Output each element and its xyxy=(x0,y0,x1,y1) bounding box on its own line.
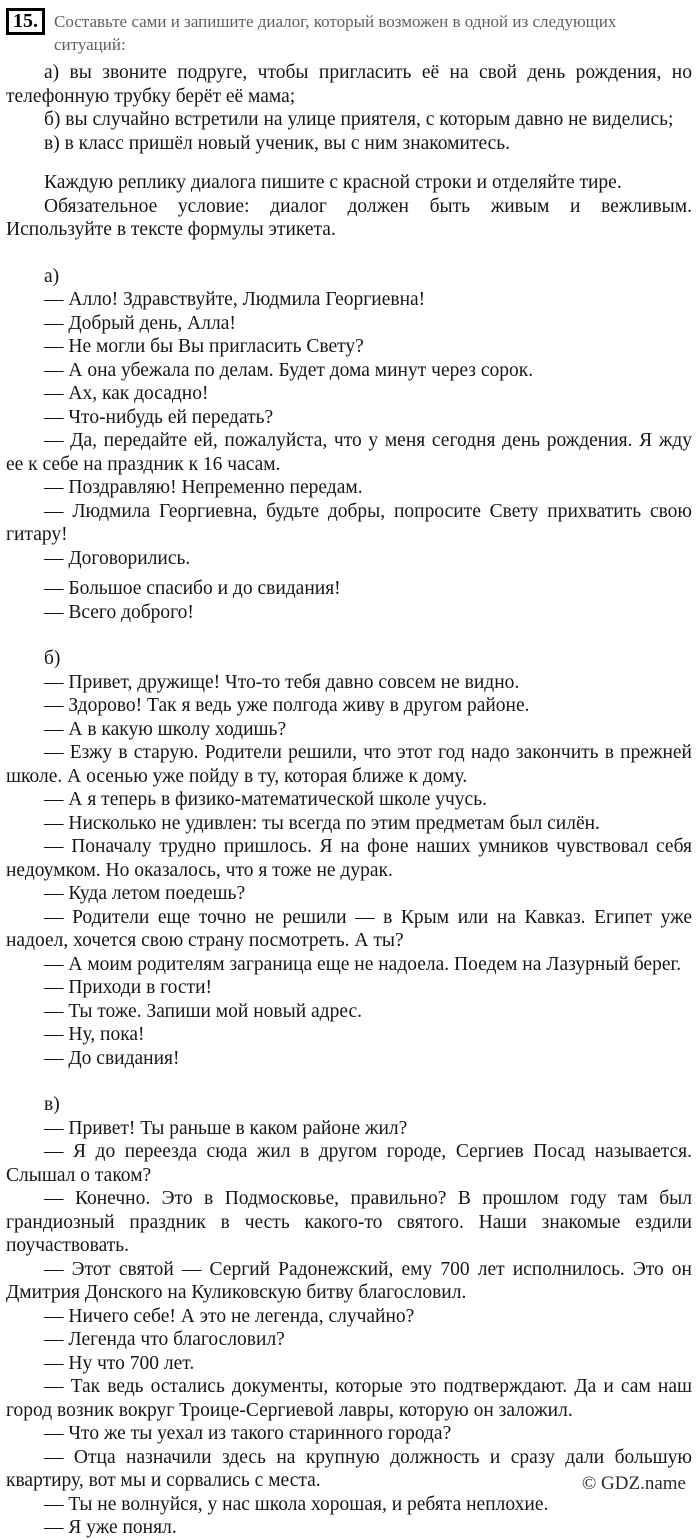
situation-item: б) вы случайно встретили на улице приятеля, с которым давно не виделись; xyxy=(44,109,674,130)
dialog-line: — Так ведь остались документы, которые это подтверждают. Да и сам наш город возник вокруг Троице-Сергиевой лавры, которую он заложил. xyxy=(6,1376,692,1421)
dialog-section-b xyxy=(6,647,692,1070)
dialog-line: — Ну что 700 лет. xyxy=(44,1352,195,1374)
dialog-line: — Поздравляю! Непременно передам. xyxy=(44,477,363,498)
dialog-line: — Не могли бы Вы пригласить Свету? xyxy=(44,336,364,357)
situation-item: а) вы звоните подруге, чтобы пригласить её на свой день рождения, но телефонную трубку берёт её мама; xyxy=(6,62,692,107)
dialog-line: — Добрый день, Алла! xyxy=(44,312,236,334)
dialog-line: — Здорово! Так я ведь уже полгода живу в другом районе. xyxy=(44,695,530,716)
dialog-line: — Ну, пока! xyxy=(44,1024,145,1045)
dialog-line: — Договорились. xyxy=(44,547,191,569)
dialog-line: — Привет, дружище! Что-то тебя давно совсем не видно. xyxy=(44,671,520,693)
task-instruction: Составьте сами и запишите диалог, который возможен в одной из следующих ситуаций: xyxy=(54,12,617,54)
dialog-line: — Легенда что благословил? xyxy=(44,1329,285,1350)
dialog-line: — Отца назначили здесь на крупную должность и сразу дали большую квартиру, вот мы и сорвались с места. xyxy=(6,1446,692,1491)
dialog-line: — Алло! Здравствуйте, Людмила Георгиевна! xyxy=(44,289,426,310)
dialog-lines-a xyxy=(6,288,692,624)
situation-item: в) в класс пришёл новый ученик, вы с ним знакомитесь. xyxy=(44,132,511,154)
task-header xyxy=(6,8,692,56)
dialog-line: — До свидания! xyxy=(44,1047,180,1069)
dialog-line: — Ты тоже. Запиши мой новый адрес. xyxy=(44,1000,363,1022)
dialog-line: — А в какую школу ходишь? xyxy=(44,718,287,740)
dialog-lines-b xyxy=(6,671,692,1071)
dialog-line: — Конечно. Это в Подмосковье, правильно? В прошлом году там был грандиозный праздник в честь какого-то святого. Наши знакомые ездили поучаствовать. xyxy=(6,1188,692,1256)
dialog-line: — Большое спасибо и до свидания! xyxy=(44,578,341,599)
dialog-label-a: а) xyxy=(44,265,60,287)
dialog-line: — Что же ты уехал из такого старинного города? xyxy=(44,1423,452,1444)
dialog-line: — Да, передайте ей, пожалуйста, что у меня сегодня день рождения. Я жду ее к себе на праздник к 16 часам. xyxy=(6,430,692,475)
dialog-label-v: в) xyxy=(44,1094,60,1115)
dialog-line: — Ах, как досадно! xyxy=(44,383,209,404)
dialog-line: — Людмила Георгиевна, будьте добры, попросите Свету прихватить свою гитару! xyxy=(6,500,692,545)
task-notes xyxy=(6,171,692,242)
dialog-line: — А я теперь в физико-математической школе учусь. xyxy=(44,789,487,810)
note-item: Обязательное условие: диалог должен быть живым и вежливым. Используйте в тексте формулы этикета. xyxy=(6,195,692,240)
dialog-line: — Родители еще точно не решили — в Крым или на Кавказ. Египет уже надоел, хочется свою страну посмотреть. А ты? xyxy=(6,906,692,951)
dialog-line: — Я уже понял. xyxy=(44,1517,177,1538)
dialog-line: — Ничего себе! А это не легенда, случайно? xyxy=(44,1305,415,1327)
dialog-line: — Поначалу трудно пришлось. Я на фоне наших умников чувствовал себя недоумком. Но оказалось, что я тоже не дурак. xyxy=(6,836,692,881)
situations-list xyxy=(6,61,692,155)
dialog-line: — Ты не волнуйся, у нас школа хорошая, и ребята неплохие. xyxy=(44,1493,549,1515)
dialog-line: — Езжу в старую. Родители решили, что этот год надо закончить в прежней школе. А осенью уже пойду в ту, которая ближе к дому. xyxy=(6,742,692,787)
dialog-section-a xyxy=(6,265,692,625)
dialog-line: — Привет! Ты раньше в каком районе жил? xyxy=(44,1117,408,1139)
dialog-label-b: б) xyxy=(44,648,61,669)
task-number-badge: 15. xyxy=(6,8,45,35)
note-item: Каждую реплику диалога пишите с красной строки и отделяйте тире. xyxy=(44,172,622,193)
dialog-line: — А она убежала по делам. Будет дома минут через сорок. xyxy=(44,359,534,381)
dialog-line: — Приходи в гости! xyxy=(44,977,213,998)
copyright-watermark: © GDZ.name xyxy=(581,1473,686,1494)
dialog-line: — А моим родителям заграница еще не надоела. Поедем на Лазурный берег. xyxy=(44,953,682,975)
dialog-line: — Что-нибудь ей передать? xyxy=(44,406,274,428)
dialog-line: — Этот святой — Сергий Радонежский, ему 700 лет исполнилось. Это он Дмитрия Донского на Куликовскую битву благословил. xyxy=(6,1258,692,1303)
dialog-line: — Я до переезда сюда жил в другом городе, Сергиев Посад называется. Слышал о таком? xyxy=(6,1141,692,1186)
dialog-line: — Нисколько не удивлен: ты всегда по этим предметам был силён. xyxy=(44,812,600,834)
dialog-line: — Куда летом поедешь? xyxy=(44,883,246,904)
dialog-line: — Всего доброго! xyxy=(44,601,194,623)
